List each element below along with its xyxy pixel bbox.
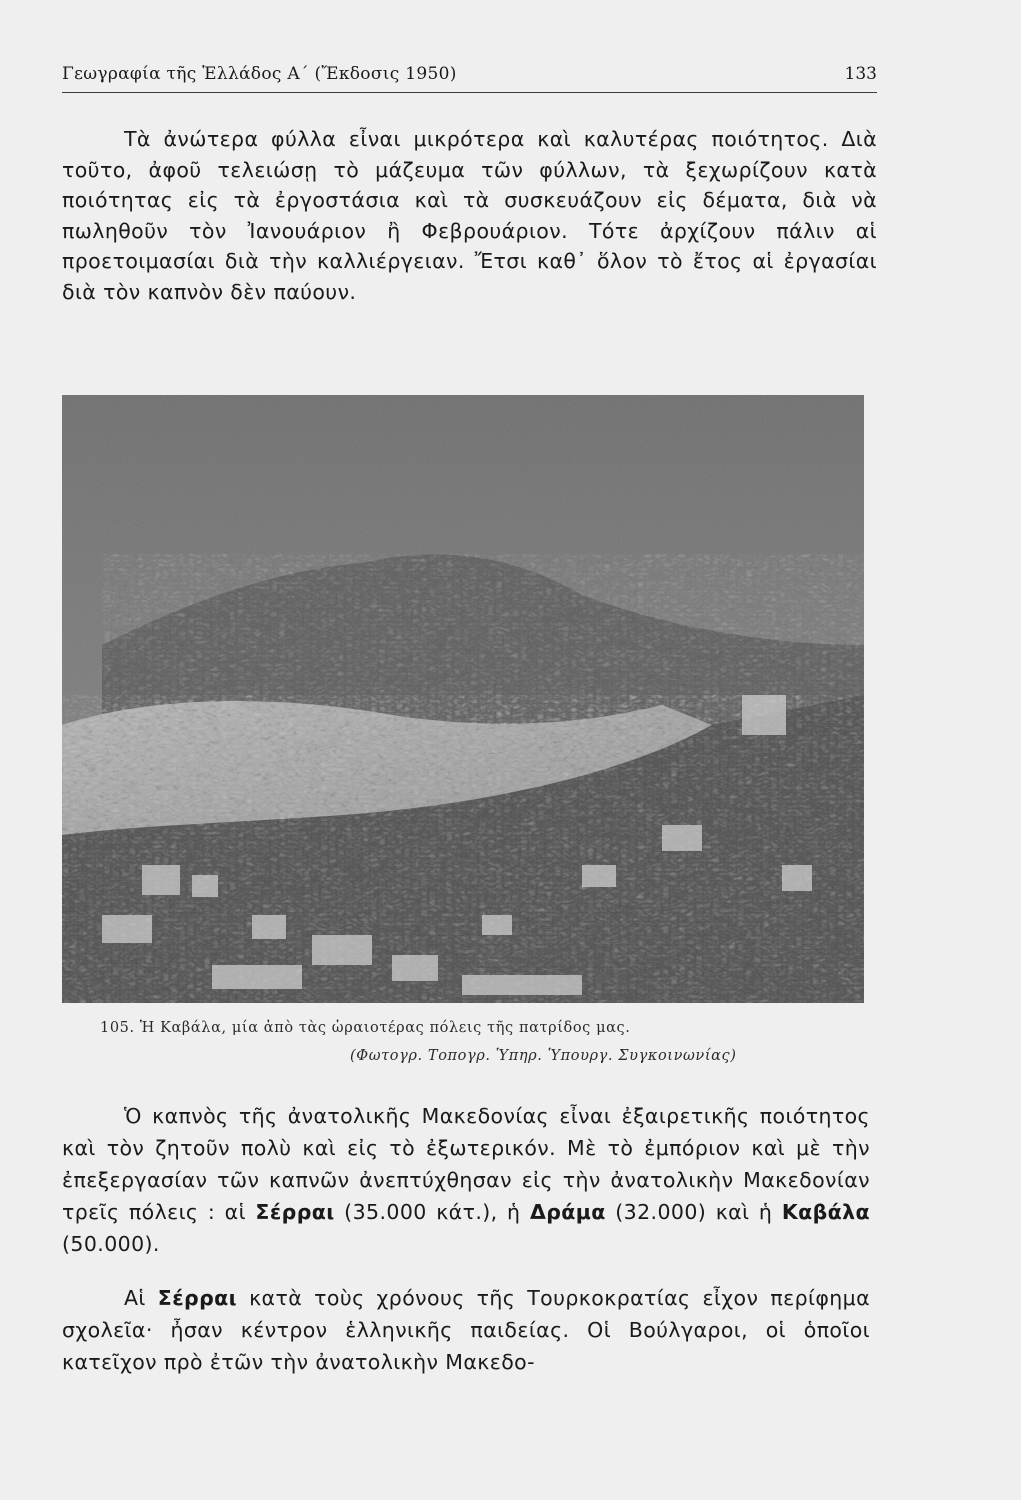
paragraph-macedonian-tobacco: Ὁ καπνὸς τῆς ἀνατολικῆς Μακεδονίας εἶναι ἐξαιρετικῆς ποιότητος καὶ τὸν ζητοῦν πολὺ καὶ εἰς τὸ ἐξωτερικόν. Μὲ τὸ ἐμπόριον καὶ μὲ τὴν ἐπεξεργασίαν τῶν καπνῶν ἀνεπτύχθησαν εἰς τὴν ἀνατολικὴν Μακεδονίαν τρεῖς πόλεις : αἱ Σέρραι (35.000 κάτ.), ἡ Δράμα (32.000) καὶ ἡ Καβάλα (50.000). bbox=[62, 1104, 870, 1256]
photo-kavala-panorama bbox=[62, 395, 864, 1003]
photo-credit: (Φωτογρ. Τοπογρ. Ὑπηρ. Ὑπουργ. Συγκοινωνίας) bbox=[350, 1048, 737, 1064]
city-drama: Δράμα bbox=[529, 1200, 606, 1224]
city-kavala: Καβάλα bbox=[781, 1200, 870, 1224]
caption-text: 105. Ἡ Καβάλα, μία ἀπὸ τὰς ὡραιοτέρας πόλεις τῆς πατρίδος μας. bbox=[100, 1020, 631, 1036]
book-title: Γεωγραφία τῆς Ἑλλάδος Α΄ (Ἔκδοσις 1950) bbox=[62, 64, 457, 84]
city-serres: Σέρραι bbox=[255, 1200, 335, 1224]
paragraph-serres: Αἱ Σέρραι κατὰ τοὺς χρόνους τῆς Τουρκοκρατίας εἶχον περίφημα σχολεῖα· ἦσαν κέντρον ἑλληνικῆς παιδείας. Οἱ Βούλγαροι, οἱ ὁποῖοι κατεῖχον πρὸ ἐτῶν τὴν ἀνατολικὴν Μακεδο- bbox=[62, 1286, 870, 1374]
city-serres-heading: Σέρραι bbox=[157, 1286, 238, 1310]
page-number: 133 bbox=[844, 64, 877, 84]
running-header bbox=[62, 62, 877, 93]
paragraph-tobacco-leaves: Τὰ ἀνώτερα φύλλα εἶναι μικρότερα καὶ καλυτέρας ποιότητος. Διὰ τοῦτο, ἀφοῦ τελειώσῃ τὸ μάζευμα τῶν φύλλων, τὰ ξεχωρίζουν κατὰ ποιότητας εἰς τὰ ἐργοστάσια καὶ τὰ συσκευάζουν εἰς δέματα, διὰ νὰ πωληθοῦν τὸν Ἰανουάριον ἢ Φεβρουάριον. Τότε ἀρχίζουν πάλιν αἱ προετοιμασίαι διὰ τὴν καλλιέργειαν. Ἔτσι καθ᾿ ὅλον τὸ ἔτος αἱ ἐργασίαι διὰ τὸν καπνὸν δὲν παύουν. bbox=[62, 127, 877, 304]
figure-caption bbox=[100, 1020, 860, 1064]
